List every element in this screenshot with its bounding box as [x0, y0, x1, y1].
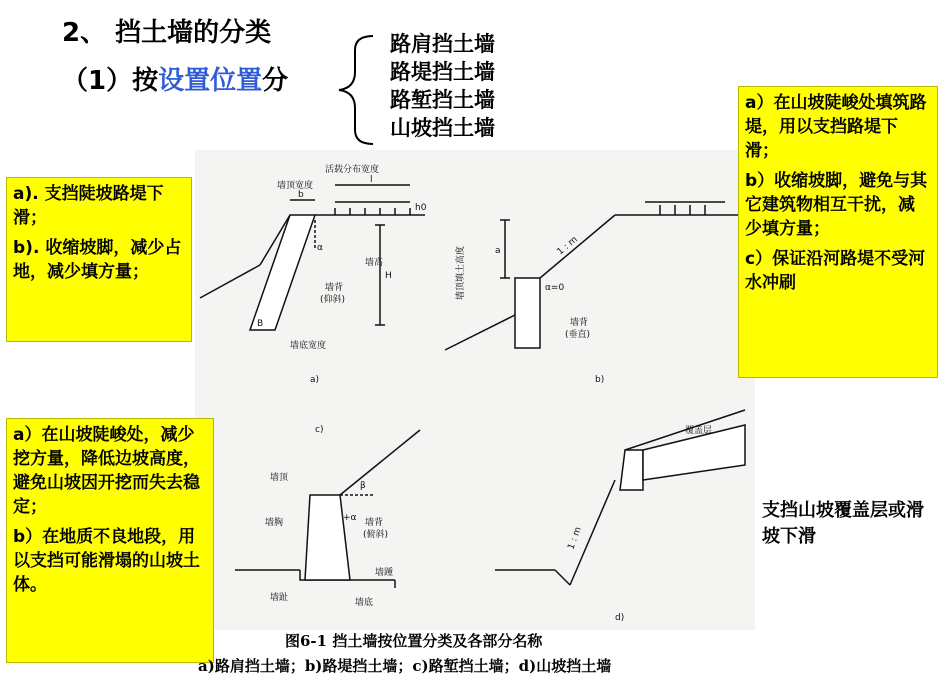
label-c-beta: β: [360, 481, 366, 491]
note-item: a）在山坡陡峻处，减少挖方量，降低边坡高度，避免山坡因开挖而失去稳定；: [13, 425, 200, 517]
label-a-base-width: 墙底宽度: [290, 341, 327, 351]
note-cutting-wall: [6, 418, 214, 663]
label-a-back-type: (仰斜): [320, 295, 346, 305]
note-item: a）在山坡陡峻处填筑路堤，用以支挡路堤下滑；: [745, 93, 927, 161]
label-d-tag: d): [615, 613, 625, 623]
note-item: b）在地质不良地段，用以支挡可能滑塌的山坡土体。: [13, 527, 200, 595]
note-item: b）收缩坡脚，避免与其它建筑物相互干扰，减少填方量；: [745, 171, 928, 239]
label-c-back-type: (俯斜): [363, 530, 389, 540]
wall-type-item: 路堑挡土墙: [390, 88, 495, 112]
wall-type-list: [390, 30, 495, 142]
label-c-toe: 墙趾: [270, 593, 289, 603]
label-d-slope: 1 : m: [566, 525, 584, 552]
label-a-top-width: 墙顶宽度: [277, 181, 314, 191]
wall-type-item: 山坡挡土墙: [390, 116, 495, 140]
wall-type-item: 路堤挡土墙: [390, 60, 495, 84]
note-hillside-wall: 支挡山坡覆盖层或滑坡下滑: [756, 494, 936, 550]
label-a-B: B: [257, 319, 264, 329]
label-b-alpha: α=0: [545, 283, 565, 293]
subsection-highlight: 设置位置: [158, 66, 263, 96]
retaining-wall-diagram: [195, 150, 755, 630]
figure-caption: 图6-1 挡土墙按位置分类及各部分名称: [285, 632, 543, 650]
curly-brace: [325, 30, 385, 150]
label-b-a: a: [495, 246, 501, 256]
note-shoulder-wall: [6, 177, 192, 342]
note-embankment-wall: [738, 86, 938, 378]
label-a-load-width: 活载分布宽度: [325, 165, 380, 175]
note-item: a). 支挡陡坡路堤下滑；: [13, 184, 164, 228]
label-a-alpha: α: [317, 243, 323, 253]
label-b-tag: b): [595, 375, 605, 385]
note-item: c）保证沿河路堤不受河水冲刷: [745, 249, 926, 293]
label-a-height: 墙高: [365, 258, 384, 268]
subsection-heading: [62, 60, 288, 97]
section-heading: 2、 挡土墙的分类: [62, 18, 272, 48]
label-d-cover: 覆盖层: [685, 426, 713, 436]
label-b-back-type: (垂直): [565, 330, 591, 340]
label-c-base: 墙底: [355, 598, 374, 608]
label-b-back: 墙背: [570, 318, 589, 328]
label-a-H: H: [385, 271, 392, 281]
label-c-tag: c): [315, 425, 324, 435]
note-item: b). 收缩坡脚，减少占地，减少填方量；: [13, 238, 182, 282]
label-a-b: b: [298, 190, 304, 200]
label-c-back: 墙背: [365, 518, 384, 528]
label-a-tag: a): [310, 375, 320, 385]
label-a-h0: h0: [415, 203, 427, 213]
label-b-slope: 1 : m: [555, 234, 580, 258]
wall-type-item: 路肩挡土墙: [390, 32, 495, 56]
figure-subcaption: a)路肩挡土墙；b)路堤挡土墙；c)路堑挡土墙；d)山坡挡土墙: [198, 657, 612, 675]
label-c-alpha: +α: [343, 513, 357, 523]
label-a-back: 墙背: [325, 283, 344, 293]
label-b-fill-height: 墙顶填土高度: [456, 245, 466, 300]
label-c-top: 墙顶: [270, 473, 289, 483]
label-a-l: l: [370, 175, 373, 185]
label-c-chest: 墙胸: [265, 518, 284, 528]
subsection-suffix: 分: [262, 66, 289, 96]
subsection-prefix: （1）按: [62, 66, 159, 96]
label-c-heel: 墙踵: [375, 568, 394, 578]
